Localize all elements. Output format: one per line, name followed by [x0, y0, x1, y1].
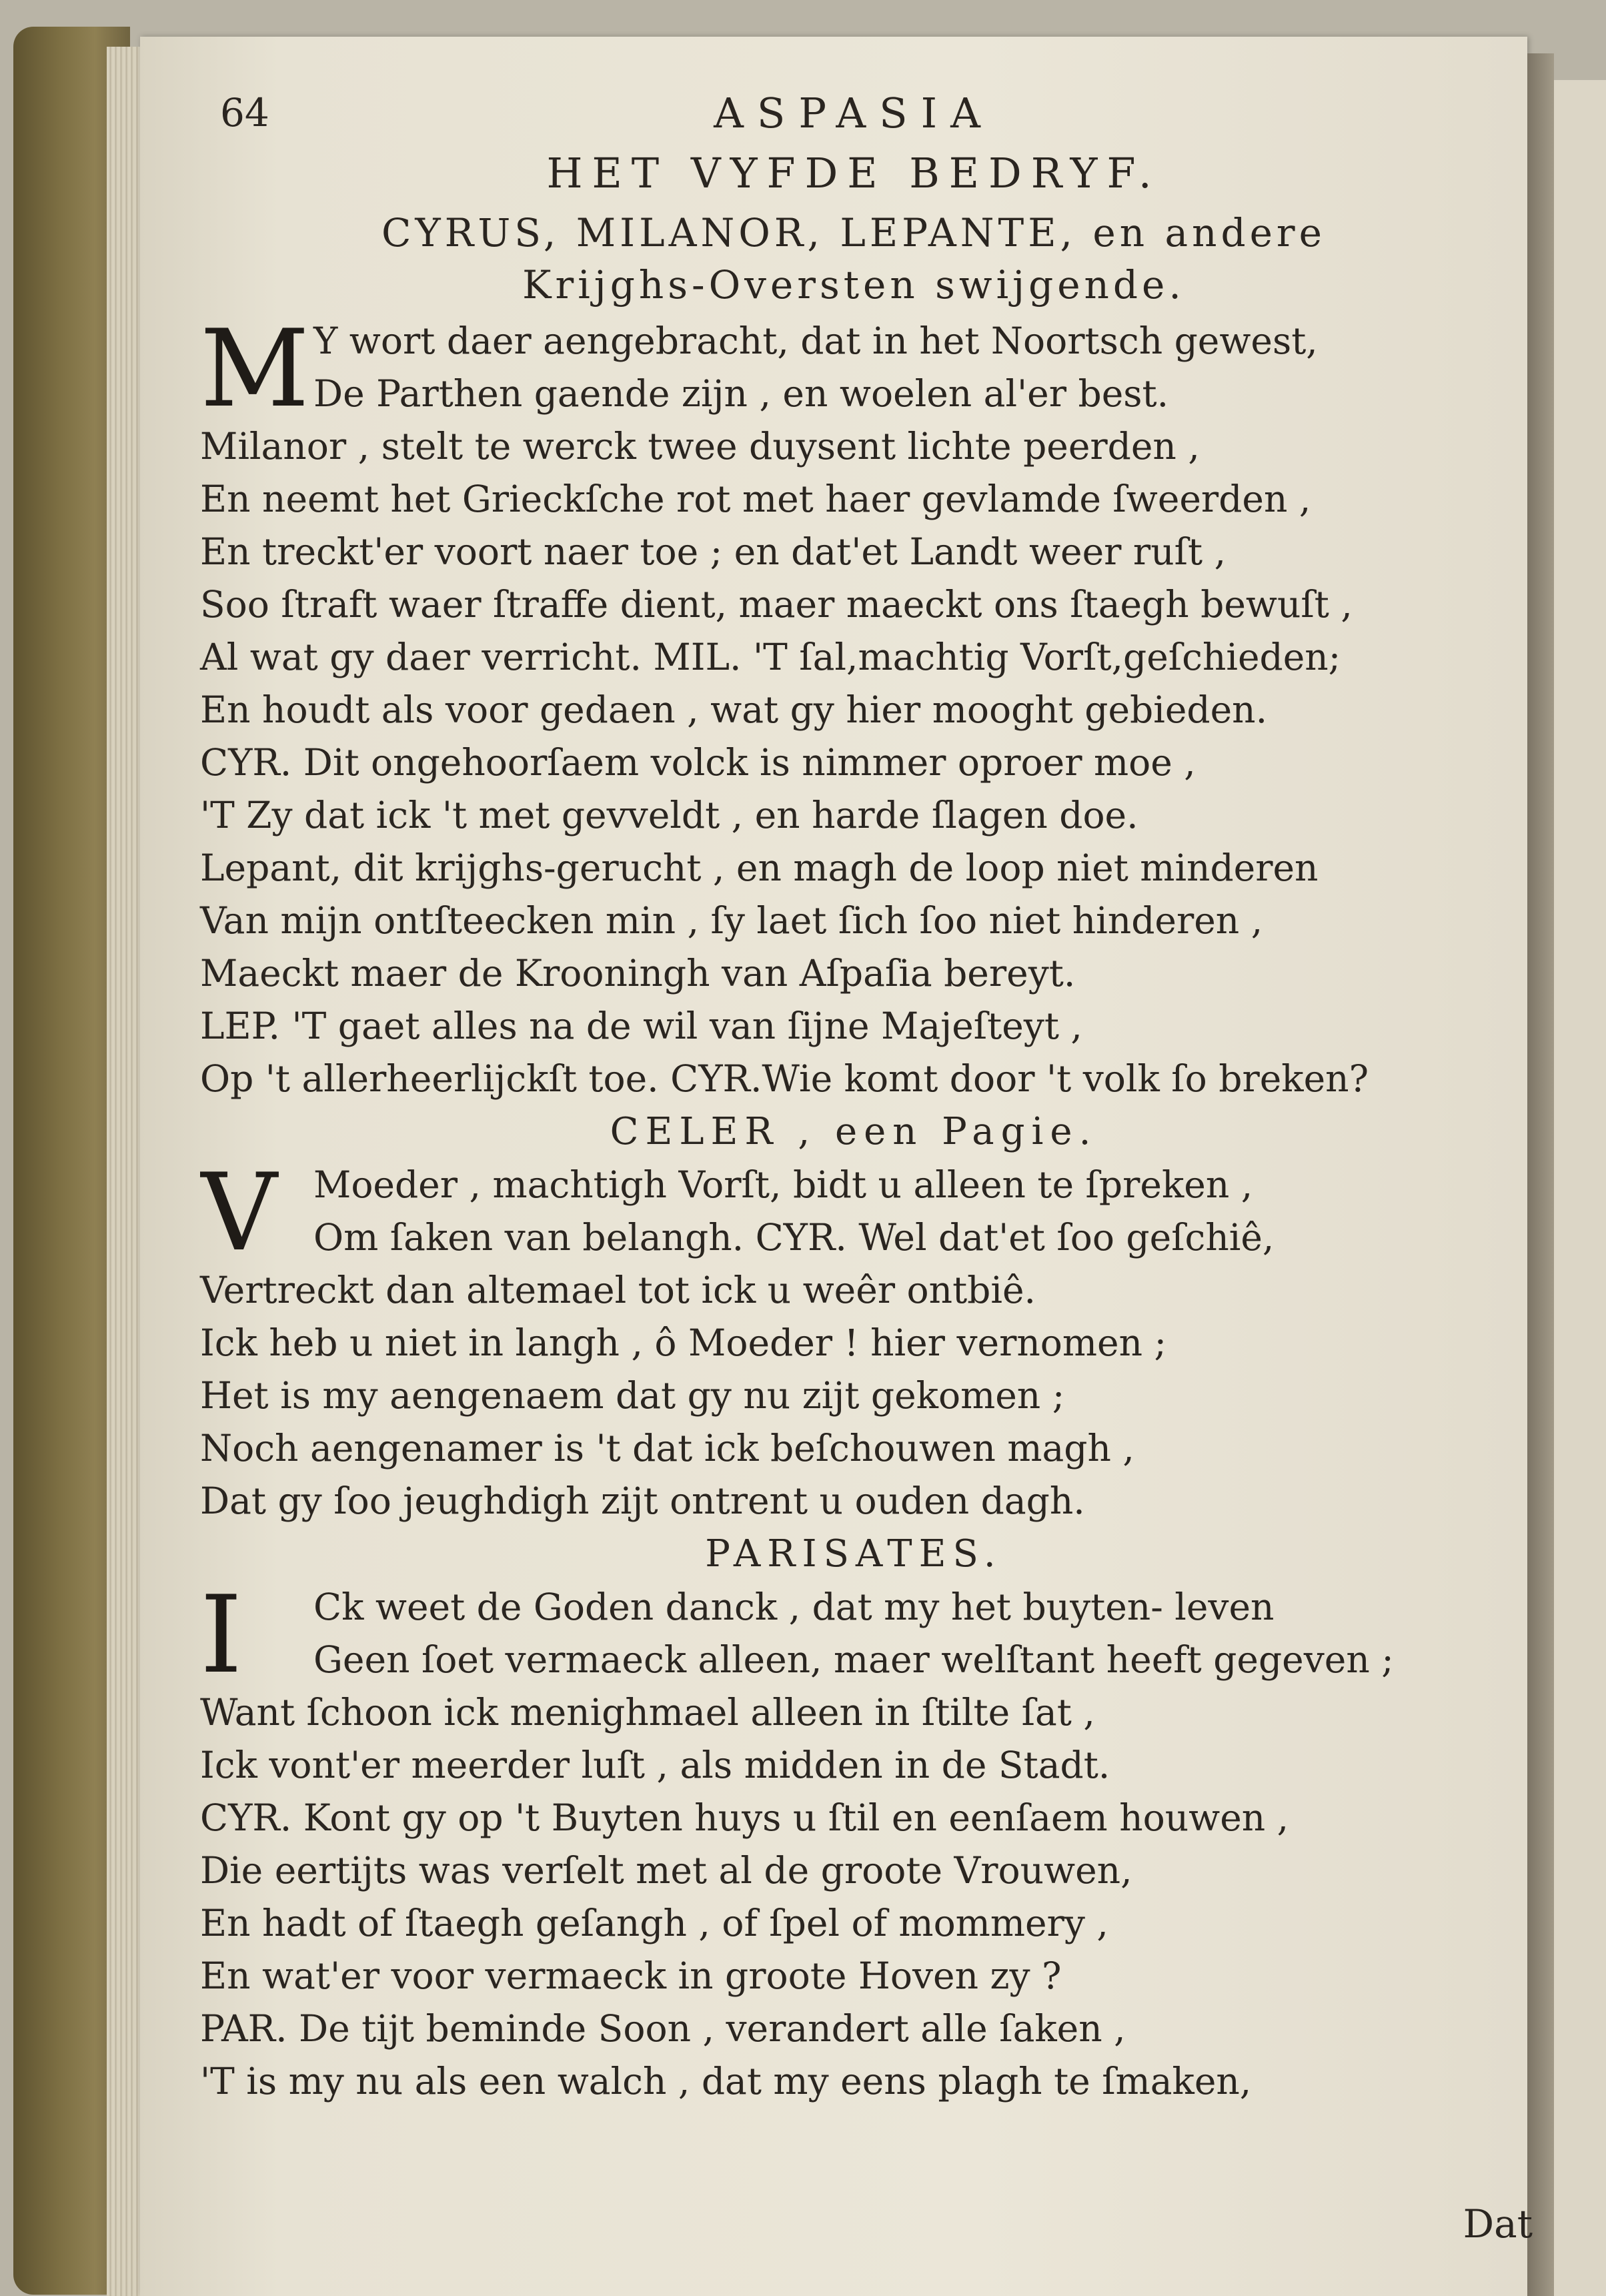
verse-line: En wat'er voor vermaeck in groote Hoven zy ? [200, 1954, 1062, 1997]
verse-line: Ick vont'er meerder luſt , als midden in de Stadt. [200, 1744, 1110, 1786]
verse-line: 'T Zy dat ick 't met gevveldt , en harde ſlagen doe. [200, 794, 1138, 836]
verse-line: De Parthen gaende zijn , en woelen al'er best. [313, 372, 1169, 415]
verse-line: Moeder , machtigh Vorſt, bidt u alleen te ſpreken , [313, 1163, 1253, 1206]
verse-line: Het is my aengenaem dat gy nu zijt gekomen ; [200, 1374, 1065, 1417]
drop-capital: V [200, 1159, 277, 1264]
verse-line: Maeckt maer de Krooningh van Aſpaſia bereyt. [200, 952, 1076, 995]
catchword: Dat [1463, 2201, 1533, 2247]
page-number: 64 [220, 90, 269, 135]
verse-line: En houdt als voor gedaen , wat gy hier mooght gebieden. [200, 688, 1268, 731]
verse-line: CYR. Kont gy op 't Buyten huys u ſtil en eenſaem houwen , [200, 1796, 1289, 1839]
verse-line: Vertreckt dan altemael tot ick u weêr ontbiê. [200, 1269, 1036, 1311]
verse-line: Noch aengenamer is 't dat ick beſchouwen magh , [200, 1427, 1134, 1470]
running-header [200, 87, 1507, 147]
verse-line: Y wort daer aengebracht, dat in het Noortsch gewest, [313, 320, 1318, 362]
verse-line: Al wat gy daer verricht. MIL. 'T ſal,machtig Vorſt,geſchieden; [200, 636, 1341, 678]
verse-line: LEP. 'T gaet alles na de wil van ſijne Majeſteyt , [200, 1005, 1082, 1047]
page-text [200, 87, 1507, 2108]
verse-line: Ick heb u niet in langh , ô Moeder ! hier vernomen ; [200, 1321, 1167, 1364]
verse-line: Want ſchoon ick menighmael alleen in ſtilte ſat , [200, 1691, 1095, 1734]
verse-line: 'T is my nu als een walch , dat my eens plagh te ſmaken, [200, 2060, 1252, 2103]
speaker-heading: CELER , een Pagie. [610, 1110, 1098, 1153]
verse-line: Ck weet de Goden danck , dat my het buyten- leven [313, 1586, 1275, 1628]
verse-line: En hadt of ſtaegh geſangh , of ſpel of mommery , [200, 1902, 1108, 1944]
verse-line: Soo ſtraft waer ſtraffe dient, maer maeckt ons ſtaegh bewuſt , [200, 583, 1353, 626]
verse-line: Geen ſoet vermaeck alleen, maer welſtant heeft gegeven ; [313, 1638, 1394, 1681]
verse-block [200, 1159, 1507, 1264]
verse-line: Die eertijts was verſelt met al de groote Vrouwen, [200, 1849, 1132, 1892]
verse-block [200, 315, 1507, 420]
verse-line: Om ſaken van belangh. CYR. Wel dat'et ſoo geſchiê, [313, 1216, 1275, 1259]
verse-line: Lepant, dit krijghs-gerucht , en magh de loop niet minderen [200, 846, 1319, 889]
verse-line: En treckt'er voort naer toe ; en dat'et Landt weer ruſt , [200, 530, 1227, 573]
verse-line: PAR. De tijt beminde Soon , verandert alle ſaken , [200, 2007, 1126, 2050]
act-title: HET VYFDE BEDRYF. [546, 149, 1161, 197]
verse-line: Van mijn ontſteecken min , ſy laet ſich ſoo niet hinderen , [200, 899, 1263, 942]
verse-line: Op 't allerheerlijckſt toe. CYR.Wie komt door 't volk ſo breken? [200, 1057, 1369, 1100]
verse-line: Dat gy ſoo jeughdigh zijt ontrent u ouden dagh. [200, 1480, 1085, 1522]
running-title: ASPASIA [714, 89, 994, 137]
persons-line: Krijghs-Oversten swijgende. [522, 262, 1185, 308]
book-gutter [1527, 53, 1554, 2296]
verse-line: Milanor , stelt te werck twee duysent lichte peerden , [200, 425, 1200, 468]
facing-page-edge [1554, 80, 1606, 2296]
drop-capital: I [200, 1581, 243, 1686]
speaker-heading: PARISATES. [705, 1532, 1002, 1576]
verse-line: En neemt het Grieckſche rot met haer gevlamde ſweerden , [200, 478, 1311, 520]
verse-block [200, 1581, 1507, 1686]
persons-line: CYRUS, MILANOR, LEPANTE, en andere [381, 210, 1326, 255]
drop-capital: M [200, 315, 309, 420]
verse-line: CYR. Dit ongehoorſaem volck is nimmer oproer moe , [200, 741, 1196, 784]
